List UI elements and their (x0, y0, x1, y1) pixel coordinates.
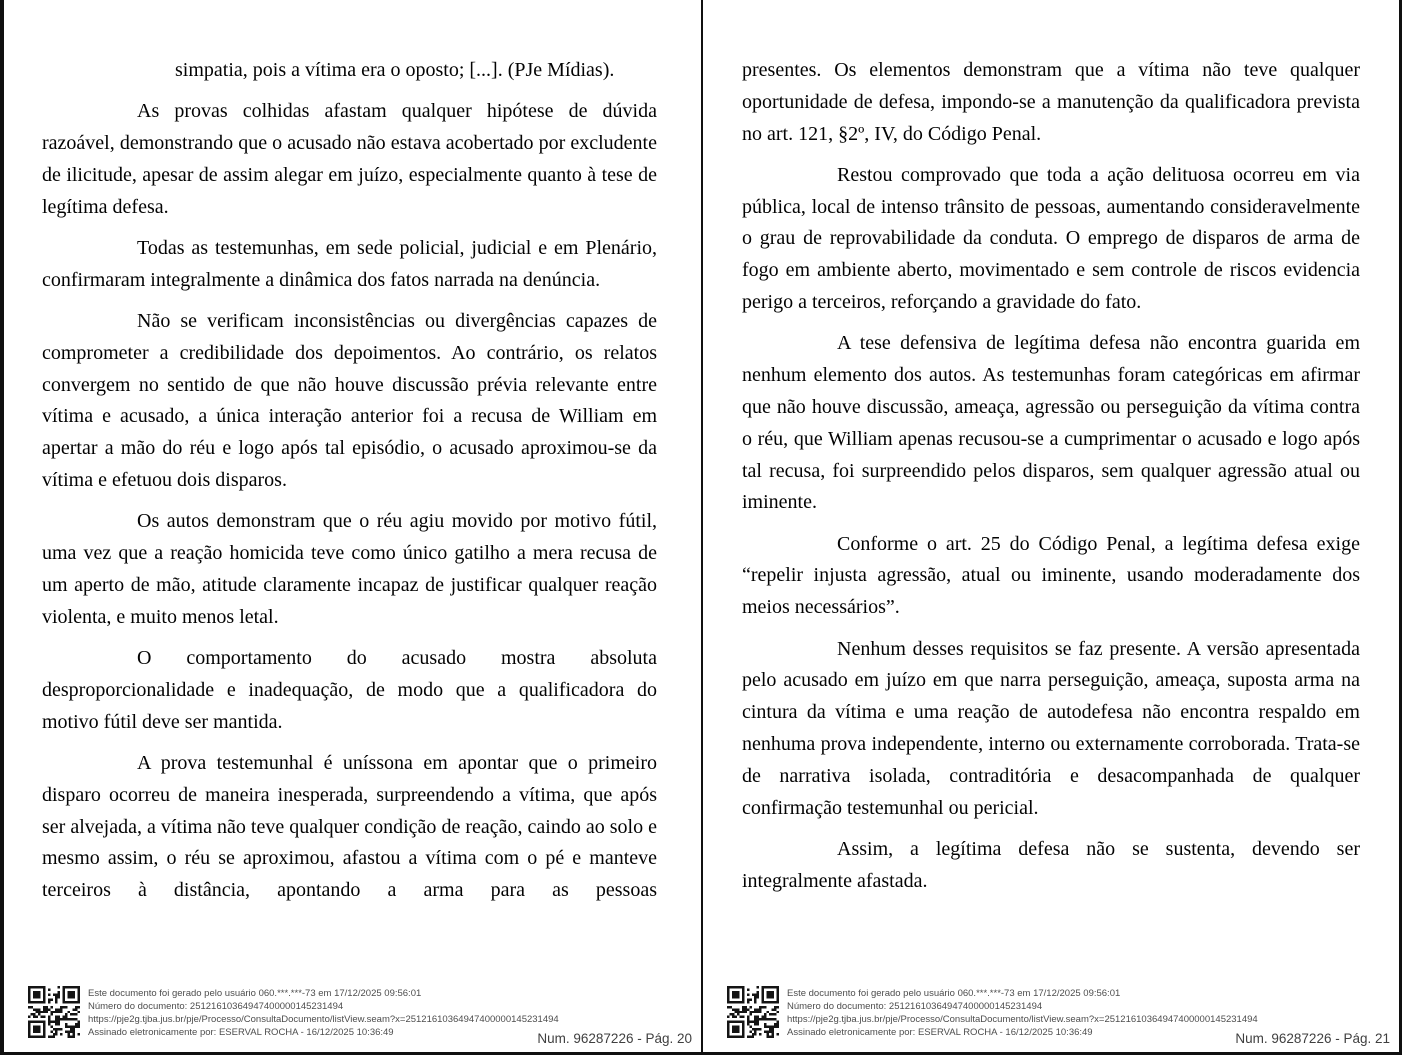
body-paragraph: As provas colhidas afastam qualquer hipótese de dúvida razoável, demonstrando que o acusado não estava acobertado por excludente de ilicitude, apesar de assim alegar em juízo, especialmente quanto à tese de legítima defesa. (42, 100, 657, 218)
body-paragraph: Nenhum desses requisitos se faz presente. A versão apresentada pelo acusado em juízo em que narra perseguição, ameaça, suposta arma na cintura da vítima e uma reação de autodefesa não encontra respaldo em nenhuma prova independente, interno ou externamente corroborada. Trata-se de narrativa isolada, contraditória e desacompanhada de qualquer confirmação testemunhal ou pericial. (742, 637, 1360, 819)
footer-generated-line: Este documento foi gerado pelo usuário 060.***.***-73 em 17/12/2025 09:56:01 (787, 988, 1121, 999)
body-paragraph: Os autos demonstram que o réu agiu movido por motivo fútil, uma vez que a reação homicida teve como único gatilho a mera recusa de um aperto de mão, atitude claramente incapaz de justificar qualquer reação violenta, e muito menos letal. (42, 510, 657, 628)
body-paragraph: A tese defensiva de legítima defesa não encontra guarida em nenhum elemento dos autos. As testemunhas foram categóricas em afirmar que não houve discussão, ameaça, agressão ou perseguição da vítima contra o réu, que William apenas recusou-se a cumprimentar o acusado e logo após tal recusa, foi surpreendido pelos disparos, sem qualquer agressão atual ou iminente. (742, 332, 1360, 514)
body-paragraph: Restou comprovado que toda a ação delituosa ocorreu em via pública, local de intenso trânsito de pessoas, aumentando consideravelmente o grau de reprovabilidade da conduta. O emprego de disparos de arma de fogo em ambiente aberto, movimentado e sem controle de riscos evidencia perigo a terceiros, reforçando a gravidade do fato. (742, 163, 1360, 314)
page-21-footer (727, 986, 1258, 1039)
body-paragraph-continued: A prova testemunhal é uníssona em apontar que o primeiro disparo ocorreu de maneira inesperada, surpreendendo a vítima, que após ser alvejada, a vítima não teve qualquer condição de reação, caindo ao solo e mesmo assim, o réu se aproximou, afastou a vítima com o pé e manteve terceiros à distância, apontando a arma para as pessoas (42, 751, 657, 902)
body-paragraph-continuation: presentes. Os elementos demonstram que a vítima não teve qualquer oportunidade de defesa, impondo-se a manutenção da qualificadora prevista no art. 121, §2º, IV, do Código Penal. (742, 59, 1360, 145)
page-number-badge: Num. 96287226 - Pág. 20 (537, 1031, 692, 1046)
qr-code-icon (28, 986, 80, 1038)
qr-code-icon (727, 986, 779, 1038)
footer-generated-line: Este documento foi gerado pelo usuário 060.***.***-73 em 17/12/2025 09:56:01 (88, 988, 422, 999)
page-21-content (742, 55, 1360, 907)
page-number-badge: Num. 96287226 - Pág. 21 (1235, 1031, 1390, 1046)
body-paragraph: Não se verificam inconsistências ou divergências capazes de comprometer a credibilidade dos depoimentos. Ao contrário, os relatos convergem no sentido de que não houve discussão prévia relevante entre vítima e acusado, a única interação anterior foi a recusa de William em apertar a mão do réu e logo após tal episódio, o acusado aproximou-se da vítima e efetuou dois disparos. (42, 310, 657, 492)
quote-continuation-paragraph: simpatia, pois a vítima era o oposto; [...]. (PJe Mídias). (175, 59, 615, 81)
footer-metadata (88, 986, 559, 1039)
footer-url: https://pje2g.tjba.jus.br/pje/Processo/ConsultaDocumento/listView.seam?x=25121610364947400000145231494 (88, 1014, 559, 1025)
page-20-footer (28, 986, 559, 1039)
body-paragraph: Conforme o art. 25 do Código Penal, a legítima defesa exige “repelir injusta agressão, atual ou iminente, usando moderadamente dos meios necessários”. (742, 532, 1360, 619)
body-paragraph: O comportamento do acusado mostra absoluta desproporcionalidade e inadequação, de modo que a qualificadora do motivo fútil deve ser mantida. (42, 647, 657, 733)
page-20-content (42, 55, 657, 916)
body-paragraph: Assim, a legítima defesa não se sustenta, devendo ser integralmente afastada. (742, 837, 1360, 892)
footer-document-number: Número do documento: 25121610364947400000145231494 (88, 1001, 344, 1012)
footer-url: https://pje2g.tjba.jus.br/pje/Processo/ConsultaDocumento/listView.seam?x=25121610364947400000145231494 (787, 1014, 1258, 1025)
footer-signature: Assinado eletronicamente por: ESERVAL ROCHA - 16/12/2025 10:36:49 (88, 1027, 394, 1038)
footer-metadata (787, 986, 1258, 1039)
body-paragraph: Todas as testemunhas, em sede policial, judicial e em Plenário, confirmaram integralmente a dinâmica dos fatos narrada na denúncia. (42, 236, 657, 291)
footer-document-number: Número do documento: 25121610364947400000145231494 (787, 1001, 1043, 1012)
footer-signature: Assinado eletronicamente por: ESERVAL ROCHA - 16/12/2025 10:36:49 (787, 1027, 1093, 1038)
page-21 (703, 0, 1402, 1055)
